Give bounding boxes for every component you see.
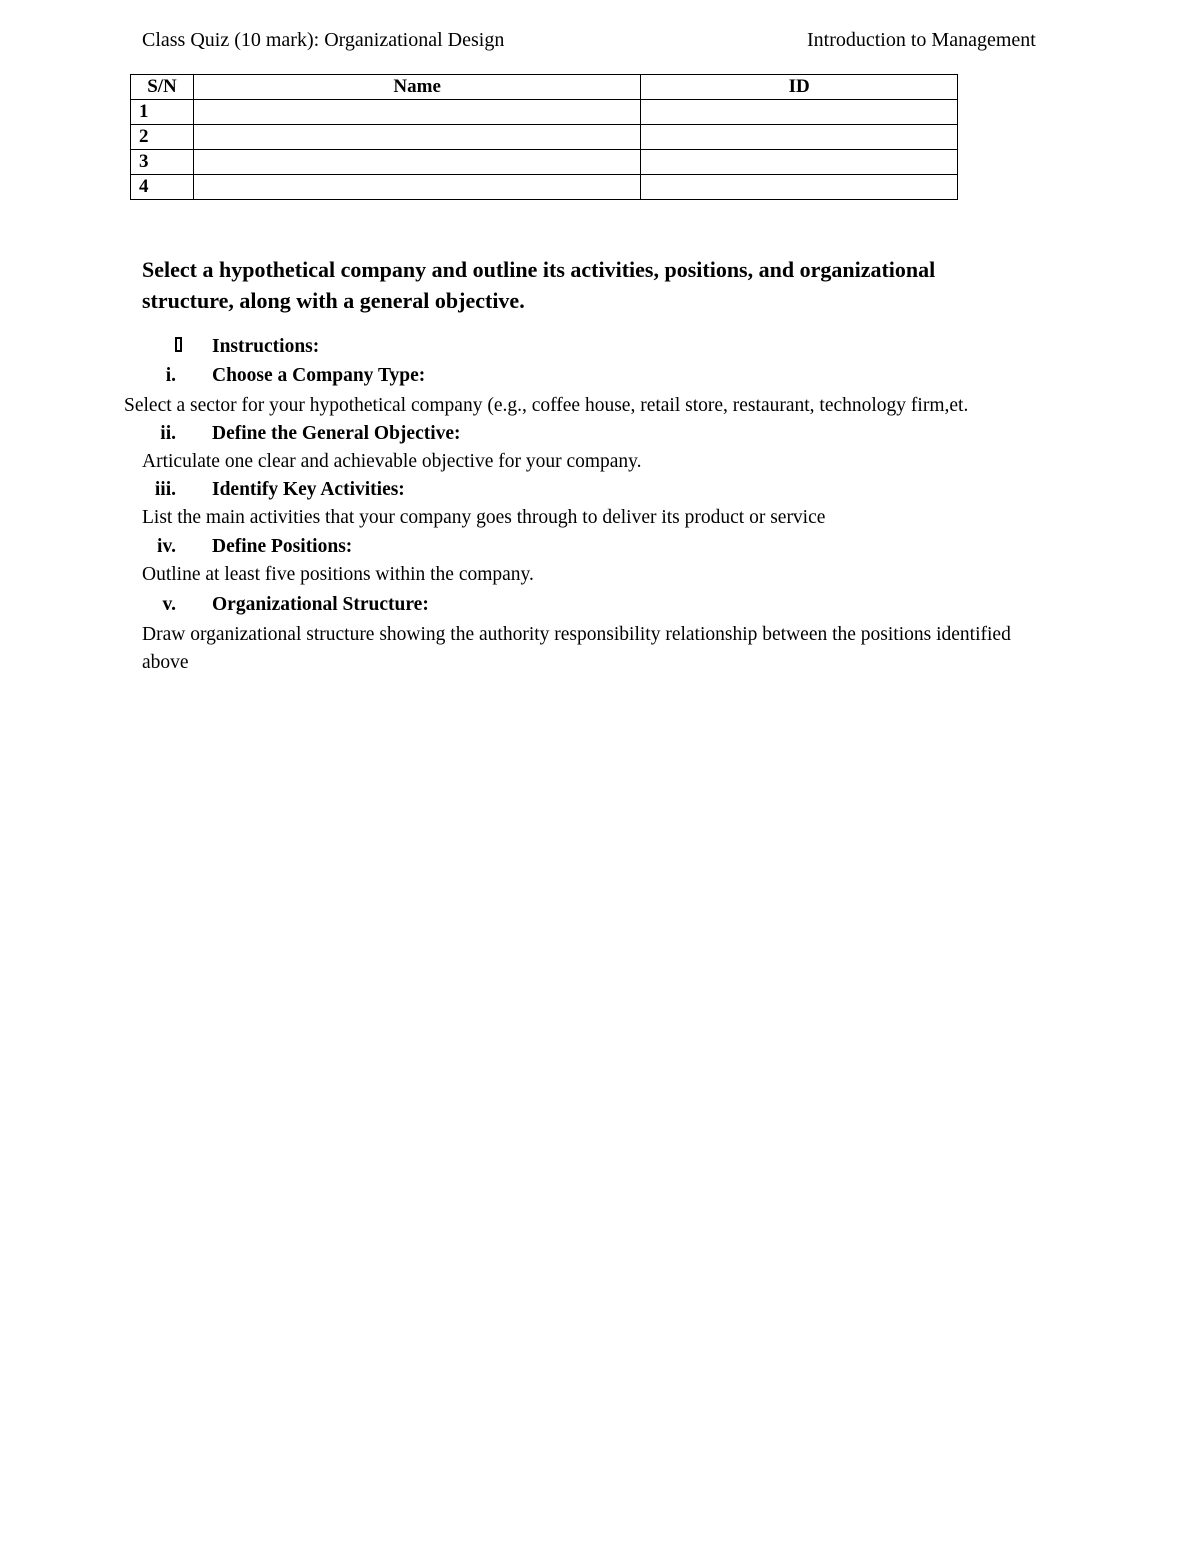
item-heading: Define the General Objective:: [212, 423, 461, 444]
square-bullet-icon: [175, 337, 182, 352]
item-heading: Choose a Company Type:: [212, 365, 426, 386]
row-id-cell[interactable]: [641, 100, 958, 125]
header-right-course: Introduction to Management: [807, 29, 1036, 51]
row-sn: 2: [131, 125, 194, 150]
item-number: iv.: [157, 536, 176, 557]
table-header-row: [131, 75, 958, 100]
item-heading: Define Positions:: [212, 536, 353, 557]
assignment-prompt: Select a hypothetical company and outline its activities, positions, and organizational structure, along with a general objective.: [142, 257, 936, 313]
row-name-cell[interactable]: [193, 100, 640, 125]
row-name-cell[interactable]: [193, 175, 640, 200]
table-row: [131, 150, 958, 175]
item-text: Outline at least five positions within the company.: [142, 564, 534, 585]
table-row: [131, 100, 958, 125]
item-text: Articulate one clear and achievable objective for your company.: [142, 451, 642, 472]
column-header-id: ID: [641, 75, 958, 100]
roster-table: [130, 74, 958, 200]
item-number: ii.: [160, 423, 176, 444]
table-row: [131, 125, 958, 150]
row-sn: 4: [131, 175, 194, 200]
item-number: v.: [162, 594, 176, 615]
item-text: List the main activities that your company goes through to deliver its product or service: [142, 507, 826, 528]
instructions-title: Instructions:: [212, 336, 320, 357]
item-number: i.: [165, 365, 176, 386]
column-header-sn: S/N: [131, 75, 194, 100]
row-sn: 3: [131, 150, 194, 175]
item-text: Select a sector for your hypothetical company (e.g., coffee house, retail store, restaurant, technology firm,et.: [124, 395, 969, 416]
row-name-cell[interactable]: [193, 150, 640, 175]
item-heading: Organizational Structure:: [212, 594, 429, 615]
header-left-title: Class Quiz (10 mark): Organizational Design: [142, 29, 505, 51]
table-row: [131, 175, 958, 200]
row-sn: 1: [131, 100, 194, 125]
item-heading: Identify Key Activities:: [212, 479, 405, 500]
row-name-cell[interactable]: [193, 125, 640, 150]
item-number: iii.: [154, 479, 176, 500]
row-id-cell[interactable]: [641, 125, 958, 150]
row-id-cell[interactable]: [641, 150, 958, 175]
item-text: Draw organizational structure showing the authority responsibility relationship between the positions identified above: [142, 624, 1011, 673]
column-header-name: Name: [193, 75, 640, 100]
row-id-cell[interactable]: [641, 175, 958, 200]
